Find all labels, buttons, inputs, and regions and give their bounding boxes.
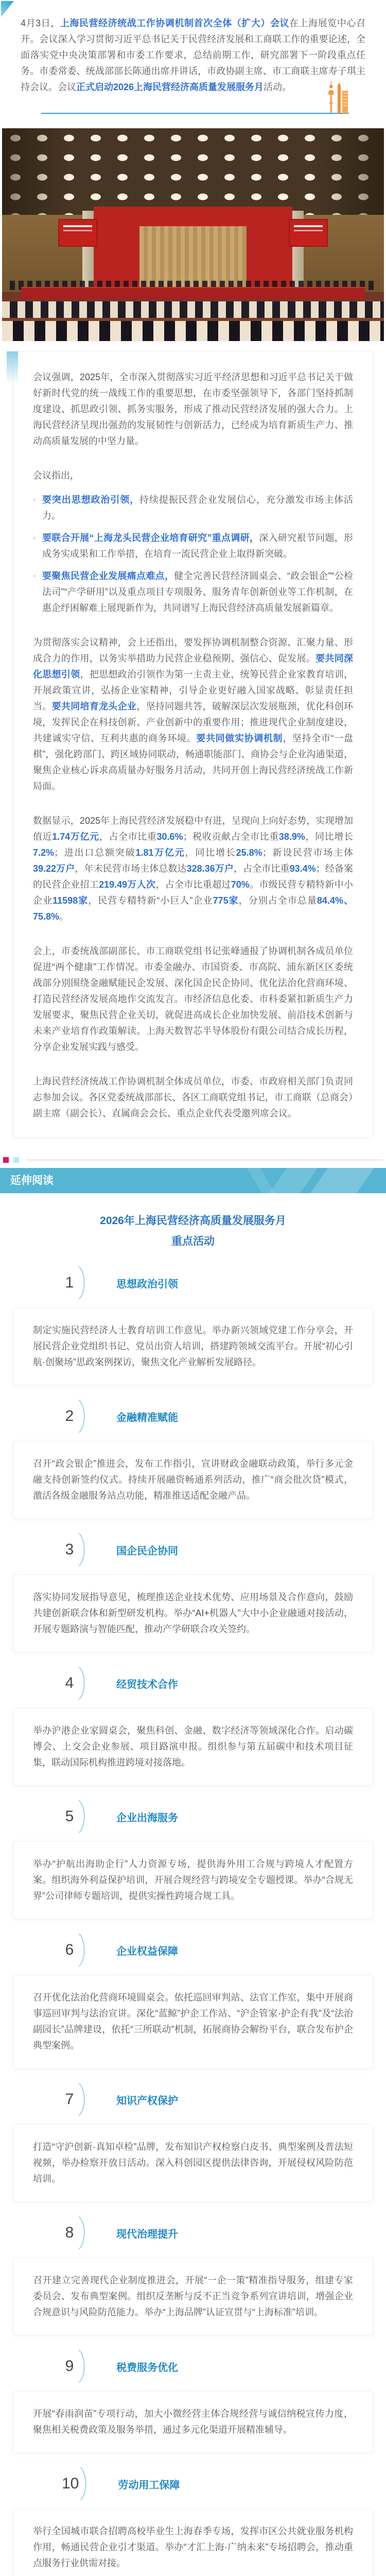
- body-text: ，年末民营市场主体总数达: [75, 863, 187, 874]
- highlight-text: 11598家: [52, 895, 89, 906]
- body-text: ；新设民营市场主体: [262, 848, 353, 858]
- section-number: 1: [65, 1274, 74, 1291]
- body-text: 。: [59, 911, 69, 922]
- conference-photo: [2, 128, 384, 341]
- activity-section: [0, 2466, 386, 2576]
- section-header: [62, 2349, 386, 2384]
- photo-red-table: [21, 287, 365, 299]
- highlight-text: 要共同培育龙头企业: [51, 701, 137, 711]
- section-header: [62, 1933, 386, 1968]
- article-card: [13, 351, 373, 1138]
- body-text: ，占全市比重: [99, 832, 157, 842]
- body-text: ，民营专精特新“小巨人”企业: [88, 895, 213, 906]
- list-item: [33, 530, 353, 562]
- body-text: ，同比增长: [305, 832, 353, 842]
- activity-section: [0, 1532, 386, 1652]
- section-body: 制定实施民营经济人士教育培训工作意见。举办新兴领域党建工作分享会，开展民营企业党组织书记、党员出资人培训，搭建跨领域交流平台。开展“初心引航·创聚场”思政案例探访，聚焦文化产业解析发展路径。: [33, 1325, 353, 1367]
- paragraph-leadin: 会议指出，: [33, 470, 79, 481]
- body-text: 。市级民营专精特新中小企业: [33, 879, 353, 906]
- highlight-text: 要聚焦民营企业发展痛点难点，: [42, 571, 174, 581]
- body-text: 健全完善民营经济圆桌会、“政会银企”“公检法司”“产学研用”以及重点项目专项服务、服务青年创新创业等工作机制，在惠企纾困解难上展现新作为，共同谱写上海民营经济高质量发展新篇章。: [42, 571, 353, 613]
- extended-title-line1: 2026年上海民营经济高质量发展服务月: [100, 1215, 286, 1227]
- section-number: 8: [65, 2224, 74, 2241]
- section-body: 召开“政会银企”推进会，发布工作指引，宣讲财政金融联动政策，举行多元金融支持创新签约仪式。持续开展融资畅通系列活动，推广“商会批次贷”模式，激活各级金融服务站点功能，精准推送适配金融产品。: [33, 1459, 353, 1501]
- bullet-text: [42, 492, 353, 524]
- section-number: 2: [65, 1408, 74, 1425]
- section-number: 3: [65, 1541, 74, 1558]
- section-title: 思想政治引领: [116, 1278, 178, 1290]
- bullet-icon: ◦: [33, 572, 36, 581]
- section-number: 10: [62, 2475, 79, 2492]
- highlight-text: 上海民营经济统战工作协调机制首次全体（扩大）会议: [60, 18, 290, 28]
- section-body: 召开优化法治化营商环境圆桌会。依托巡回审判站、法官工作室，集中开展商事巡回审判与法治宣讲。深化“蓝鲸”护企工作站、“沪企管家·护企有我”及“法治副园长”品牌建设，依托“三所联动”机制，拓展商协会解纷平台，联合发布护企典型案例。: [33, 1992, 353, 2050]
- highlight-text: 219.49万人次: [99, 879, 156, 890]
- intro-underline: [41, 113, 349, 114]
- extended-reading-banner: [0, 1168, 386, 1193]
- body-text: ，坚持全市“一盘棋”，强化跨部门、跨区域协同联动，畅通职能部门、商协会与企业沟通渠道，聚焦企业核心诉求高质量办好服务月活动，共同开创上海民营经济统战工作新局面。: [33, 733, 354, 791]
- photo-attendees-row: [2, 301, 384, 318]
- highlight-text: 要共同做实协调机制: [196, 733, 283, 743]
- section-body: 举办沪港企业家圆桌会，聚焦科创、金融、数字经济等领域深化合作。启动碳博会、上交会企业参展、项目路演申报。组织参与第五届碳中和技术项目征集，联动国际机构推进跨境对接落地。: [33, 1725, 353, 1768]
- highlight-text: 7.2%: [33, 848, 55, 858]
- highlight-text: 30.6%: [156, 832, 183, 842]
- section-header: [62, 2082, 386, 2117]
- highlight-text: 要突出思想政治引领，: [42, 495, 140, 505]
- body-text: 数据显示，2025年上海民营经济发展稳中有进，呈现向上向好态势，实现增加值近: [33, 816, 353, 842]
- body-text: ；税收贡献占全市比重: [183, 832, 279, 842]
- section-body: 落实协同发展指导意见，梳理推送企业技术优势、应用场景及合作意向，鼓励共建创新联合体和新型研发机构。举办“AI+机器人”大中小企业融通对接活动，开展专题路演与智能匹配，推动产学研联合攻关签约。: [33, 1592, 353, 1634]
- cyan-square-decoration: [13, 1157, 19, 1163]
- arc-decoration: [78, 1533, 87, 1567]
- section-title: 金融精准赋能: [116, 1412, 178, 1423]
- highlight-text: 775家: [213, 895, 239, 906]
- section-title: 税费服务优化: [116, 2362, 178, 2374]
- body-text: ，分别占全市总量: [238, 895, 317, 906]
- section-number: 4: [65, 1674, 74, 1691]
- highlight-text: 328.36万户: [186, 863, 234, 874]
- section-divider: [3, 1157, 383, 1163]
- arc-decoration: [78, 2082, 87, 2116]
- section-card: [13, 2391, 373, 2453]
- section-header: [62, 1399, 386, 1434]
- bullet-list: [33, 492, 353, 616]
- section-body: 举办“护航出海助企行”人力资源专场，提供海外用工合规与跨境人才配置方案。组织海外利益保护培训，开展合规经营与跨境安全专题授课。举办“合规无界”公司律师专题培训，提供实操性跨境合规工具。: [33, 1859, 353, 1901]
- highlight-text: 25.8%: [236, 848, 262, 858]
- section-number: 9: [65, 2358, 74, 2375]
- section-card: [13, 1308, 373, 1385]
- body-text: ，占全市比重: [234, 863, 290, 874]
- photo-led-screen: [290, 220, 327, 246]
- activity-section: [0, 1799, 386, 1919]
- body-text: 深入研究裉节问题，形成务实成果和工作举措，在培育一流民营企业上取得新突破。: [42, 533, 354, 559]
- activities-list: [0, 1265, 386, 2576]
- section-card: [13, 1975, 373, 2069]
- body-text: 为贯彻落实会议精神，会上还指出，要发挥协调机制整合资源、汇聚力量、形成合力的作用，以务实举措助力民营企业稳预期、强信心、促发展。: [33, 637, 353, 664]
- arc-decoration: [78, 2216, 87, 2250]
- section-header: [62, 2215, 386, 2250]
- activity-section: [0, 2082, 386, 2202]
- arc-decoration: [78, 2349, 87, 2383]
- photo-attendees-row: [2, 321, 384, 341]
- highlight-text: 正式启动2026上海民营经济高质量发展服务月: [76, 82, 264, 92]
- arc-decoration: [78, 1666, 87, 1700]
- bullet-icon: ◦: [33, 534, 36, 543]
- highlight-text: 84.4%、75.8%: [33, 895, 353, 922]
- section-title: 企业出海服务: [116, 1812, 178, 1824]
- bullet-icon: ◦: [33, 496, 36, 504]
- bullet-text: [42, 568, 353, 616]
- paragraph-implementation: [33, 635, 353, 794]
- activity-section: [0, 2215, 386, 2335]
- arc-decoration: [78, 1266, 87, 1300]
- photo-ceiling-shade: [2, 128, 384, 215]
- paragraph-meeting-emphasis: 会议强调，2025年，全市深入贯彻落实习近平经济思想和习近平总书记关于做好新时代党的统一战线工作的重要思想，在市委坚强领导下，各部门坚持抓制度建设、抓思政引领、抓务实服务，形成了推动民营经济发展的强大合力。上海民营经济呈现出强劲的发展韧性与创新活力，已经成为培育新质生产力、推动高质量发展的中坚力量。: [33, 372, 353, 446]
- intro-section: [0, 0, 386, 114]
- highlight-text: 39.22万户: [33, 863, 75, 874]
- body-text: ；进出口总额突破: [54, 848, 136, 858]
- photo-led-screen: [59, 220, 96, 246]
- section-header: [62, 1799, 386, 1834]
- body-text: ；经备案的民营企业招工: [33, 863, 354, 890]
- section-title: 经贸技术合作: [116, 1679, 178, 1690]
- body-text: 4月3日，: [21, 18, 60, 28]
- section-header: [62, 1265, 386, 1300]
- extended-title-line2: 重点活动: [171, 1235, 215, 1247]
- activity-section: [0, 1399, 386, 1519]
- section-title: 劳动用工保障: [118, 2479, 180, 2491]
- body-text: ，同比增长: [185, 848, 236, 858]
- section-header: [62, 2466, 386, 2501]
- paragraph-reports: 会上，市委统战部副部长、市工商联党组书记张峰通报了协调机制各成员单位促进“两个健康”工作情况。市委金融办、市国资委、市高院、浦东新区区委统战部分别围绕金融赋能民企发展、深化国企民企协同、优化法治化营商环境、打造民营经济发展高地作交流发言。市经济信息化委、市科委紧扣新质生产力发展要求，聚焦民营企业关切，就促进高成长企业加快发展、前沿技术创新与未来产业培育作政策解读。上海天数智芯半导体股份有限公司结合成长历程，分享企业发展实践与感受。: [33, 946, 353, 1052]
- list-item: [33, 492, 353, 524]
- arc-decoration: [78, 1399, 87, 1433]
- body-text: 活动。: [264, 82, 292, 92]
- highlight-text: 1.81万亿元: [135, 848, 185, 858]
- bullet-text: [42, 530, 353, 562]
- body-text: ，坚持同题共答，破解深层次发展瓶颈，优化科创环境，发挥民企在科技创新、产业创新中的重要作用；推进现代企业制度建设，共建诚实守信、互利共惠的商务环境。: [33, 701, 354, 743]
- list-item: [33, 568, 353, 616]
- section-card: [13, 1441, 373, 1519]
- highlight-text: 要联合开展“上海龙头民营企业培育研究”重点调研，: [42, 533, 259, 543]
- section-header: [62, 1666, 386, 1701]
- section-body: 打造“守沪创新·真知卓检”品牌，发布知识产权检察白皮书、典型案例及普法短视频，举办检察开放日活动。深入科创园区提供法律咨询，开展侵权风险防范培训。: [33, 2142, 353, 2184]
- arc-decoration: [78, 1933, 87, 1967]
- body-text: 持续提振民营企业发展信心，充分激发市场主体活力。: [42, 495, 353, 521]
- section-title: 知识产权保护: [116, 2095, 178, 2107]
- paragraph-statistics: [33, 813, 353, 925]
- section-card: [13, 2509, 373, 2576]
- section-title: 国企民企协同: [116, 1545, 178, 1557]
- paragraph-attendees: 上海民营经济统战工作协调机制全体成员单位，市委、市政府相关部门负责同志参加会议。各区党委统战部部长、各区工商联党组书记，市工商联（总商会）副主席（副会长）、直属商会会长、重点企业代表受邀列席会议。: [33, 1076, 353, 1118]
- section-card: [13, 1708, 373, 1786]
- section-card: [13, 2258, 373, 2335]
- section-header: [62, 1532, 386, 1567]
- arc-decoration: [78, 1800, 87, 1834]
- body-text: ，占全市比重超过: [155, 879, 231, 890]
- section-number: 5: [65, 1808, 74, 1825]
- section-card: [13, 1841, 373, 1919]
- section-number: 7: [65, 2091, 74, 2108]
- activity-section: [0, 1933, 386, 2069]
- section-body: 开展“春雨润苗”专项行动，加大小微经营主体合规经营与诚信纳税宣传力度，聚焦相关税费政策及服务举措，通过多元化渠道开展精准辅导。: [33, 2409, 353, 2435]
- arc-decoration: [80, 2467, 89, 2501]
- section-number: 6: [65, 1941, 74, 1958]
- section-title: 企业权益保障: [116, 1945, 178, 1957]
- section-title: 现代治理提升: [116, 2228, 178, 2240]
- activity-section: [0, 2349, 386, 2453]
- section-body: 召开建立完善现代企业制度推进会，开展“一企一策”精准指导服务，组建专家委员会、发布典型案例。组织反垄断与反不正当竞争系列宣讲培训，增强企业合规意识与风险防范能力。举办“上海品牌”认证宣贯与“上海标准”培训。: [33, 2275, 353, 2317]
- highlight-text: 93.4%: [289, 863, 316, 874]
- red-square-decoration: [3, 1157, 9, 1163]
- activity-section: [0, 1666, 386, 1786]
- highlight-text: 38.9%: [278, 832, 305, 842]
- highlight-text: 70%: [231, 879, 250, 890]
- section-card: [13, 1574, 373, 1652]
- intro-paragraph: [21, 15, 365, 95]
- highlight-text: 要共同深化思想引领: [33, 653, 354, 680]
- section-body: 举行全国城市联合招聘高校毕业生上海春季专场，发挥市区公共就业服务机构作用，畅通民营企业引才渠道。举办“才汇上海·广纳未来”专场招聘会，推动重点服务行业供需对接。: [33, 2526, 353, 2568]
- shanghai-skyline-icon: [325, 80, 349, 113]
- banner-label: 延伸阅读: [10, 1175, 54, 1187]
- activity-section: [0, 1265, 386, 1385]
- gradient-bar-decoration: [7, 351, 18, 383]
- highlight-text: 1.74万亿元: [52, 832, 99, 842]
- body-text: ，把思想政治引领作为第一主责主业，统筹民营企业家教育培训，开展政策宣讲，弘扬企业家精神，引导企业更好融入国家战略、彰显责任担当。: [33, 669, 353, 711]
- extended-title: [21, 1211, 365, 1252]
- article-wrapper: [0, 351, 386, 1138]
- section-card: [13, 2124, 373, 2202]
- body-text: 在上海展览中心召开。会议深入学习贯彻习近平总书记关于民营经济发展和工商联工作的重要论述，全面落实党中央决策部署和市委工作要求，总结前期工作，研究部署下一阶段重点任务。市委常委、统战部部长陈通出席并讲话，市政协副主席、市工商联主席寿子琪主持会议。会议: [21, 18, 365, 92]
